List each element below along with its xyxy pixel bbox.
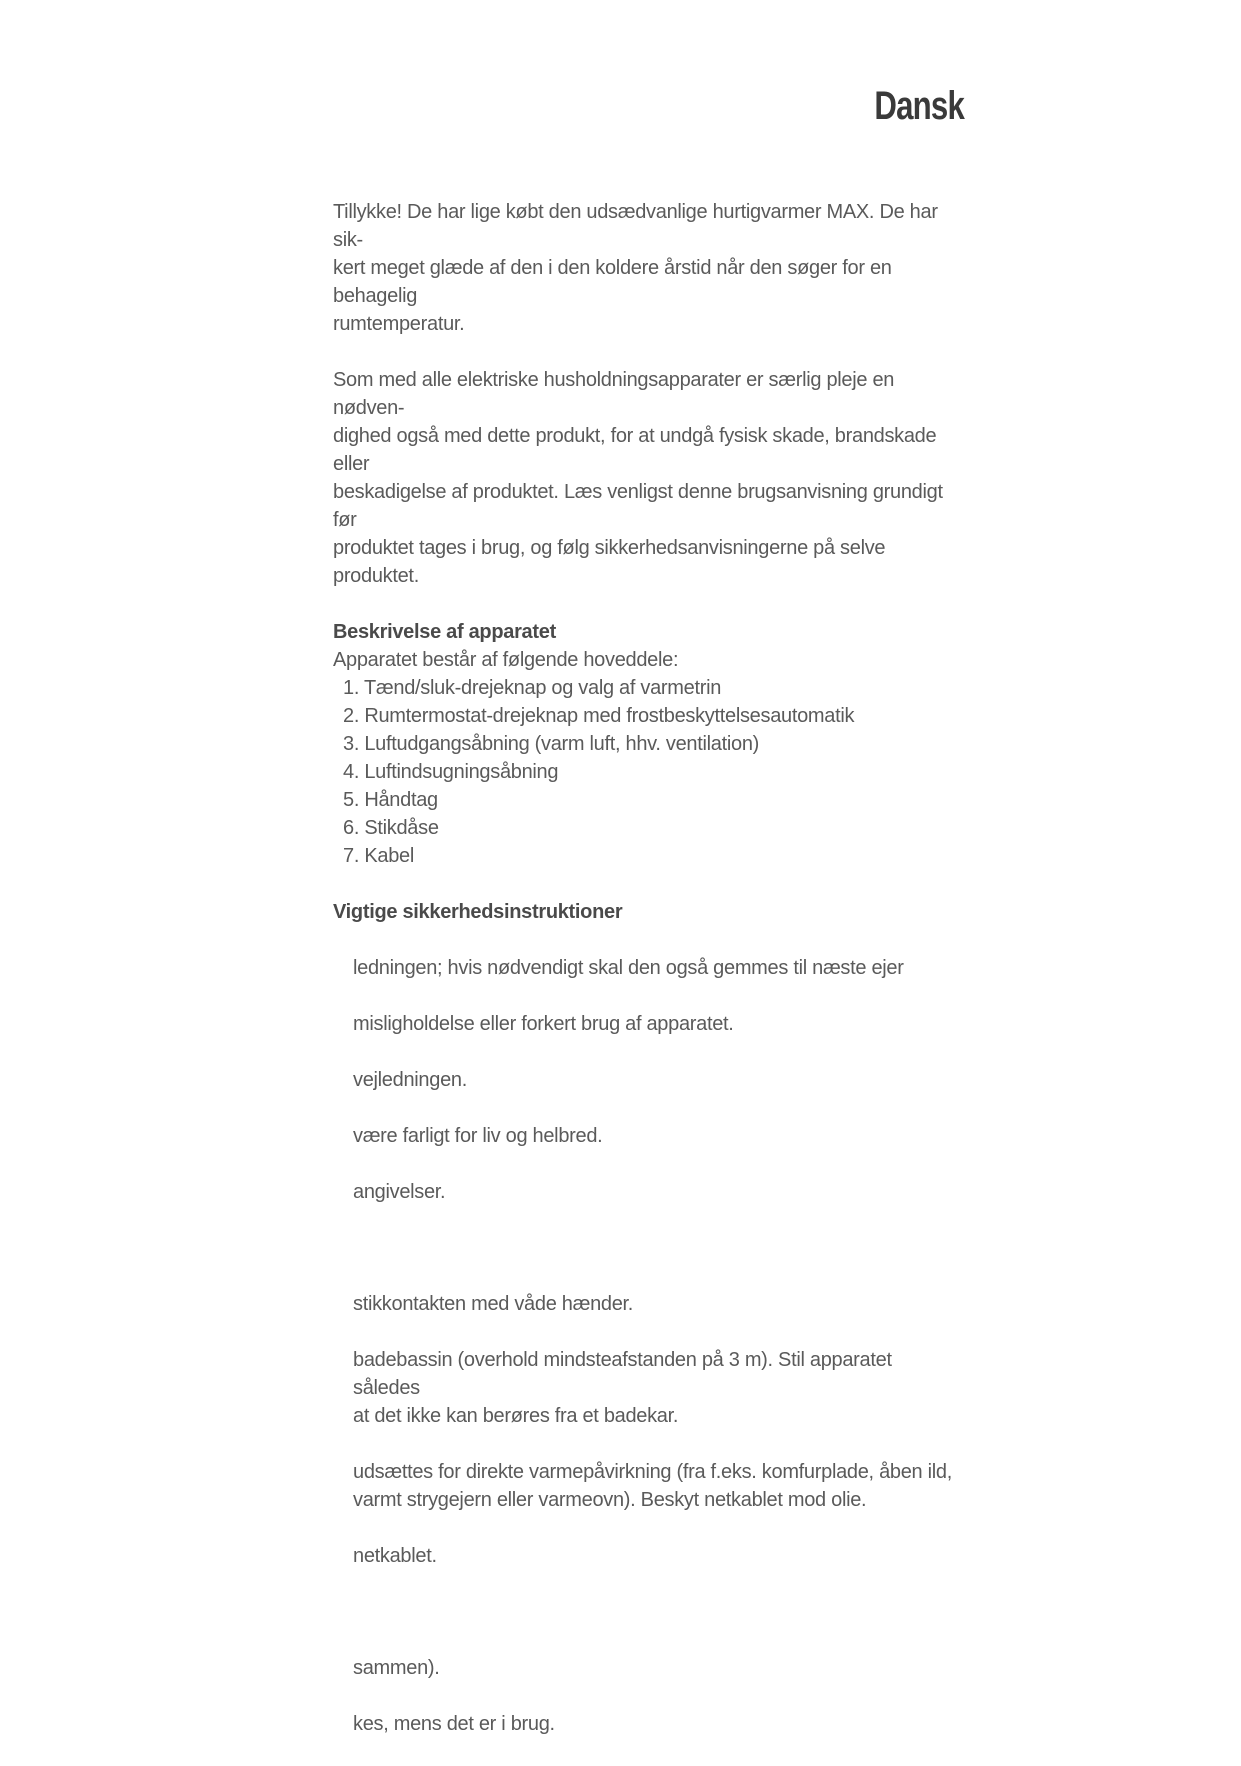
text-line: kert meget glæde af den i den koldere årstid når den søger for en behagelig: [333, 257, 892, 307]
text-line: beskadigelse af produktet. Læs venligst denne brugsanvisning grundigt før: [333, 481, 943, 531]
description-heading: Beskrivelse af apparatet: [333, 621, 556, 643]
safety-fragment: [353, 1710, 953, 1738]
text-line: at det ikke kan berøres fra et badekar.: [353, 1405, 679, 1427]
safety-fragment: [353, 1458, 953, 1514]
text-line: være farligt for liv og helbred.: [353, 1125, 603, 1147]
text-line: varmt strygejern eller varmeovn). Beskyt netkablet mod olie.: [353, 1489, 867, 1511]
safety-fragment: [353, 1290, 953, 1318]
text-line: ledningen; hvis nødvendigt skal den også gemmes til næste ejer: [353, 957, 904, 979]
list-item: 5. Håndtag: [343, 789, 438, 811]
safety-fragment: [353, 1010, 953, 1038]
list-item: 1. Tænd/sluk-drejeknap og valg af varmetrin: [343, 677, 722, 699]
safety-fragment: [353, 1346, 953, 1430]
safety-fragment: [353, 1654, 953, 1682]
safety-fragment: [353, 1066, 953, 1094]
description-subline: Apparatet består af følgende hoveddele:: [333, 649, 679, 671]
text-line: sammen).: [353, 1657, 440, 1679]
safety-fragment: [353, 954, 953, 982]
text-line: produktet tages i brug, og følg sikkerhedsanvisningerne på selve produktet.: [333, 537, 886, 587]
safety-fragment: [353, 1178, 953, 1206]
safety-fragments: [333, 954, 953, 1738]
list-item: 7. Kabel: [343, 845, 414, 867]
text-line: badebassin (overhold mindsteafstanden på 3 m). Stil apparatet således: [353, 1349, 892, 1399]
list-item: 2. Rumtermostat-drejeknap med frostbeskyttelsesautomatik: [343, 705, 855, 727]
text-line: angivelser.: [353, 1181, 446, 1203]
safety-fragment: [353, 1542, 953, 1570]
text-line: netkablet.: [353, 1545, 437, 1567]
text-line: udsættes for direkte varmepåvirkning (fra f.eks. komfurplade, åben ild,: [353, 1461, 952, 1483]
list-item: 3. Luftudgangsåbning (varm luft, hhv. ventilation): [343, 733, 759, 755]
text-line: misligholdelse eller forkert brug af apparatet.: [353, 1013, 734, 1035]
parts-list: [333, 674, 953, 870]
text-line: Som med alle elektriske husholdningsapparater er særlig pleje en nødven-: [333, 369, 895, 419]
list-item: 4. Luftindsugningsåbning: [343, 761, 559, 783]
text-line: vejledningen.: [353, 1069, 467, 1091]
text-line: dighed også med dette produkt, for at undgå fysisk skade, brandskade eller: [333, 425, 937, 475]
safety-fragment: [353, 1122, 953, 1150]
text-line: Tillykke! De har lige købt den udsædvanlige hurtigvarmer MAX. De har sik-: [333, 201, 938, 251]
safety-heading: Vigtige sikkerhedsinstruktioner: [333, 901, 623, 923]
page-title: Dansk: [874, 84, 964, 128]
text-line: stikkontakten med våde hænder.: [353, 1293, 634, 1315]
intro-paragraph-2: [333, 366, 953, 590]
text-line: rumtemperatur.: [333, 313, 465, 335]
document-body: [333, 198, 953, 1766]
text-line: kes, mens det er i brug.: [353, 1713, 555, 1735]
intro-paragraph-1: [333, 198, 953, 338]
list-item: 6. Stikdåse: [343, 817, 439, 839]
